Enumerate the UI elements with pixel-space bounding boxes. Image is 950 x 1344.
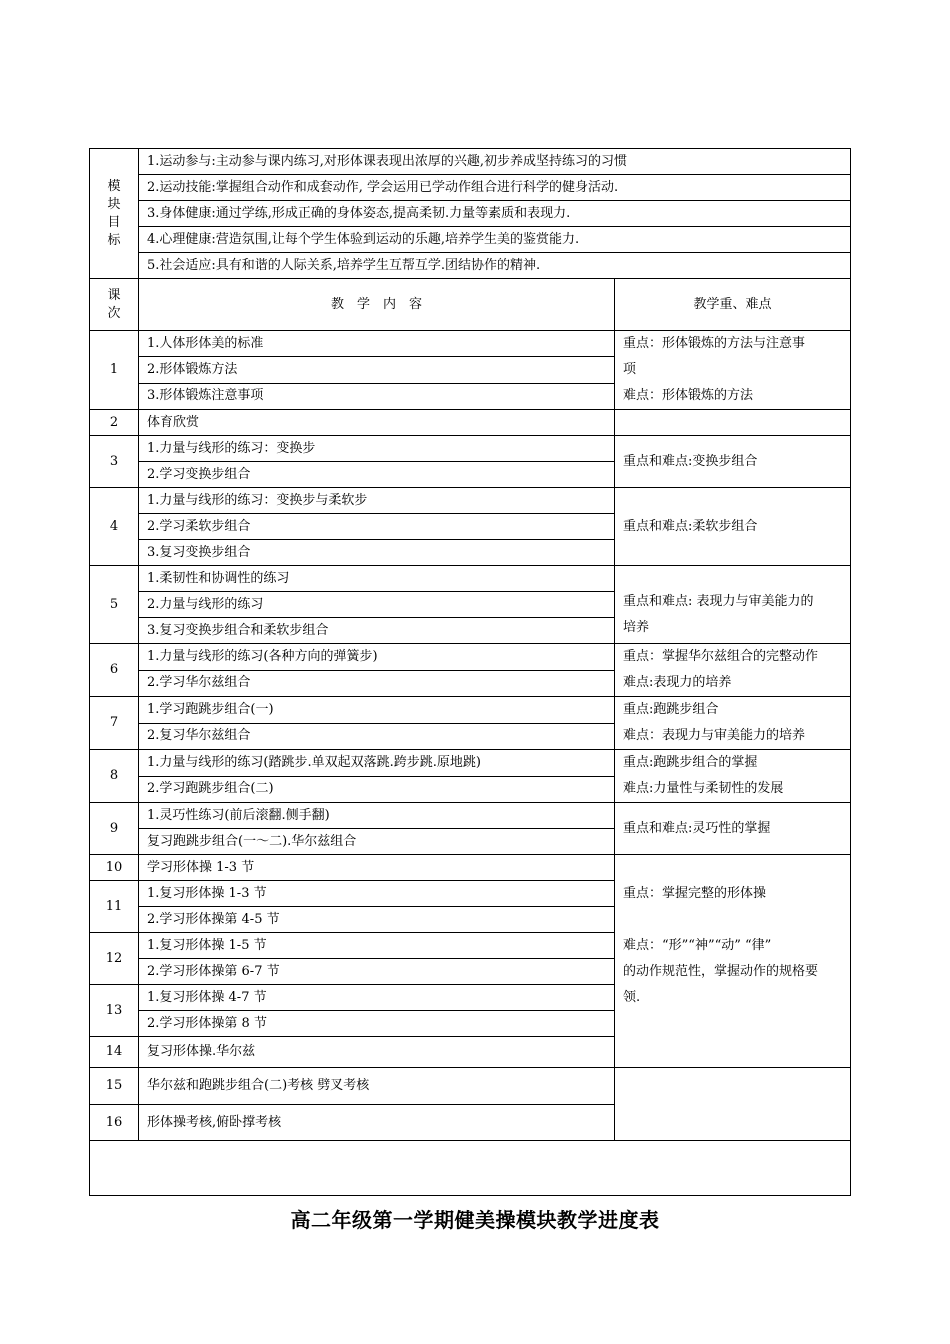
lesson-content: 1.灵巧性练习(前后滚翻.侧手翻): [139, 803, 615, 829]
lesson-content: 2.学习变换步组合: [139, 462, 615, 488]
lesson-content: 1.力量与线形的练习：变换步: [139, 436, 615, 462]
lesson-content: 2.学习跑跳步组合(二): [139, 776, 615, 803]
lesson-content: 1.复习形体操 4-7 节: [139, 985, 615, 1011]
module-goal-item: 5.社会适应:具有和谐的人际关系,培养学生互帮互学.团结协作的精神.: [139, 253, 851, 279]
module-goal-label: 模 块 目 标: [90, 149, 139, 279]
lesson-content: 1.人体形体美的标准: [139, 331, 615, 357]
lesson-number: 12: [90, 933, 139, 985]
lessons-10-14-key-points: 重点：掌握完整的形体操 难点：“形”“神”“动” “律” 的动作规范性，掌握动作的规格要 领.: [615, 855, 851, 1068]
lessons-15-16-key-points: [615, 1068, 851, 1141]
lesson-content: 2.学习形体操第 8 节: [139, 1011, 615, 1037]
lesson-content: 2.复习华尔兹组合: [139, 723, 615, 750]
lesson-number: 3: [90, 436, 139, 488]
lesson-content: 形体操考核,俯卧撑考核: [139, 1105, 615, 1141]
lesson-number: 5: [90, 566, 139, 644]
lesson-key-points: 重点:跑跳步组合的掌握 难点:力量性与柔韧性的发展: [615, 750, 851, 803]
lesson-number: 16: [90, 1105, 139, 1141]
key-points-header: 教学重、难点: [615, 279, 851, 331]
lesson-content: 2.学习形体操第 4-5 节: [139, 907, 615, 933]
blank-row: [90, 1141, 851, 1196]
lesson-content: 3.复习变换步组合: [139, 540, 615, 566]
lesson-content: 1.力量与线形的练习(踏跳步.单双起双落跳.跨步跳.原地跳): [139, 750, 615, 777]
lesson-content: 1.复习形体操 1-3 节: [139, 881, 615, 907]
lesson-content: 2.形体锻炼方法: [139, 357, 615, 383]
lesson-content: 学习形体操 1-3 节: [139, 855, 615, 881]
lesson-key-points: 重点和难点:灵巧性的掌握: [615, 803, 851, 855]
lesson-key-points: 重点和难点:柔软步组合: [615, 488, 851, 566]
lesson-number: 6: [90, 644, 139, 697]
lesson-key-points: 重点:跑跳步组合 难点：表现力与审美能力的培养: [615, 697, 851, 750]
teaching-schedule-table: [89, 148, 851, 1196]
lesson-number: 11: [90, 881, 139, 933]
lesson-number: 4: [90, 488, 139, 566]
lesson-content: 2.学习形体操第 6-7 节: [139, 959, 615, 985]
lesson-content: 体育欣赏: [139, 410, 615, 436]
lesson-number: 13: [90, 985, 139, 1037]
lesson-content: 复习跑跳步组合(一～二).华尔兹组合: [139, 829, 615, 855]
lesson-number: 14: [90, 1037, 139, 1068]
lesson-content: 1.力量与线形的练习：变换步与柔软步: [139, 488, 615, 514]
lesson-number: 8: [90, 750, 139, 803]
lesson-number: 15: [90, 1068, 139, 1105]
lesson-number: 2: [90, 410, 139, 436]
module-goal-item: 1.运动参与:主动参与课内练习,对形体课表现出浓厚的兴趣,初步养成坚持练习的习惯: [139, 149, 851, 175]
lesson-key-points: 重点：形体锻炼的方法与注意事 项 难点：形体锻炼的方法: [615, 331, 851, 410]
lesson-number: 10: [90, 855, 139, 881]
lesson-content: 1.力量与线形的练习(各种方向的弹簧步): [139, 644, 615, 671]
lesson-key-points: 重点和难点: 表现力与审美能力的 培养: [615, 566, 851, 644]
lesson-content: 2.学习华尔兹组合: [139, 670, 615, 697]
lesson-number: 9: [90, 803, 139, 855]
lesson-content: 2.学习柔软步组合: [139, 514, 615, 540]
lesson-content: 1.学习跑跳步组合(一): [139, 697, 615, 724]
content-header: 教 学 内 容: [139, 279, 615, 331]
lesson-number: 7: [90, 697, 139, 750]
lesson-content: 3.形体锻炼注意事项: [139, 383, 615, 409]
document-title: 高二年级第一学期健美操模块教学进度表: [290, 1208, 660, 1232]
lesson-key-points: [615, 410, 851, 436]
lesson-number: 1: [90, 331, 139, 410]
module-goal-item: 4.心理健康:营造氛围,让每个学生体验到运动的乐趣,培养学生美的鉴赏能力.: [139, 227, 851, 253]
lesson-content: 3.复习变换步组合和柔软步组合: [139, 618, 615, 644]
lesson-content: 2.力量与线形的练习: [139, 592, 615, 618]
lesson-key-points: 重点：掌握华尔兹组合的完整动作 难点:表现力的培养: [615, 644, 851, 697]
lesson-key-points: 重点和难点:变换步组合: [615, 436, 851, 488]
module-goal-item: 2.运动技能:掌握组合动作和成套动作, 学会运用已学动作组合进行科学的健身活动.: [139, 175, 851, 201]
lesson-content: 华尔兹和跑跳步组合(二)考核 劈叉考核: [139, 1068, 615, 1105]
lesson-number-header: 课 次: [90, 279, 139, 331]
lesson-content: 1.柔韧性和协调性的练习: [139, 566, 615, 592]
lesson-content: 复习形体操.华尔兹: [139, 1037, 615, 1068]
module-goal-item: 3.身体健康:通过学练,形成正确的身体姿态,提高柔韧.力量等素质和表现力.: [139, 201, 851, 227]
lesson-content: 1.复习形体操 1-5 节: [139, 933, 615, 959]
